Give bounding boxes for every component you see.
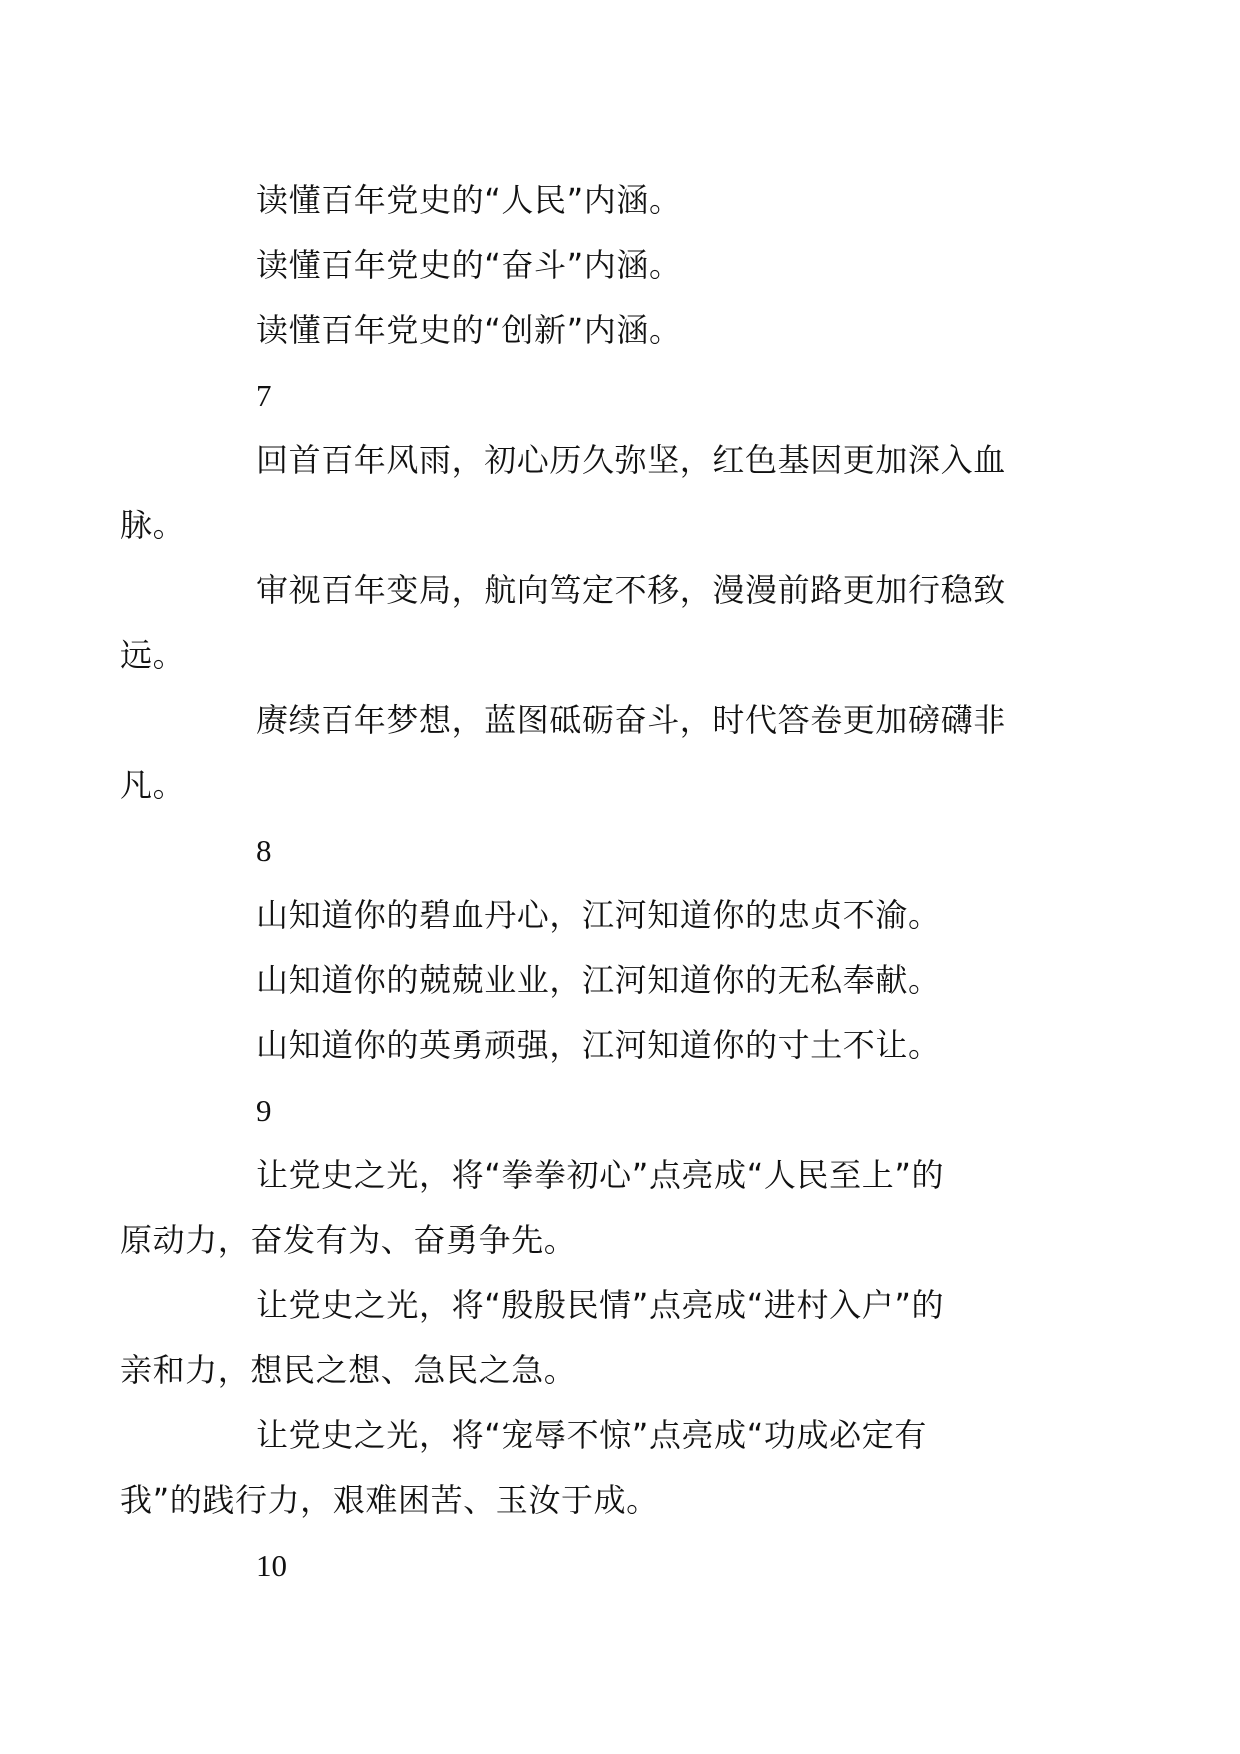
paragraph-line: 我”的践行力，艰难困苦、玉汝于成。 bbox=[120, 1481, 659, 1519]
paragraph-line: 山知道你的兢兢业业，江河知道你的无私奉献。 bbox=[256, 961, 941, 999]
paragraph bbox=[120, 1403, 1054, 1533]
paragraph bbox=[120, 1143, 1054, 1273]
paragraph bbox=[120, 558, 1054, 688]
paragraph-line: 赓续百年梦想，蓝图砥砺奋斗，时代答卷更加磅礴非 bbox=[256, 701, 1006, 739]
paragraph-line: 山知道你的碧血丹心，江河知道你的忠贞不渝。 bbox=[256, 896, 941, 934]
paragraph-line: 远。 bbox=[120, 636, 186, 674]
paragraph bbox=[120, 688, 1054, 818]
paragraph-line: 读懂百年党史的“创新”内涵。 bbox=[256, 311, 682, 349]
paragraph-line: 让党史之光，将“宠辱不惊”点亮成“功成必定有 bbox=[256, 1416, 927, 1454]
paragraph-line: 亲和力，想民之想、急民之急。 bbox=[120, 1351, 577, 1389]
paragraph-line: 原动力，奋发有为、奋勇争先。 bbox=[120, 1221, 577, 1259]
paragraph bbox=[188, 298, 1054, 363]
section-number: 7 bbox=[256, 378, 272, 413]
paragraph bbox=[120, 1273, 1054, 1403]
paragraph-line: 读懂百年党史的“奋斗”内涵。 bbox=[256, 246, 682, 284]
paragraph bbox=[188, 233, 1054, 298]
paragraph-line: 读懂百年党史的“人民”内涵。 bbox=[256, 181, 682, 219]
paragraph bbox=[188, 883, 1054, 948]
paragraph-line: 脉。 bbox=[120, 506, 186, 544]
paragraph-line: 让党史之光，将“殷殷民情”点亮成“进村入户”的 bbox=[256, 1286, 945, 1324]
section-number: 8 bbox=[256, 833, 272, 868]
paragraph-line: 让党史之光，将“拳拳初心”点亮成“人民至上”的 bbox=[256, 1156, 945, 1194]
section-number: 10 bbox=[256, 1548, 287, 1583]
paragraph bbox=[188, 1013, 1054, 1078]
paragraph bbox=[120, 428, 1054, 558]
section-number: 9 bbox=[256, 1093, 272, 1128]
paragraph-line: 山知道你的英勇顽强，江河知道你的寸土不让。 bbox=[256, 1026, 941, 1064]
paragraph-line: 审视百年变局，航向笃定不移，漫漫前路更加行稳致 bbox=[256, 571, 1006, 609]
paragraph bbox=[188, 168, 1054, 233]
paragraph-line: 回首百年风雨，初心历久弥坚，红色基因更加深入血 bbox=[256, 441, 1006, 479]
paragraph bbox=[188, 948, 1054, 1013]
document-body bbox=[120, 168, 1054, 1598]
paragraph-line: 凡。 bbox=[120, 766, 186, 804]
